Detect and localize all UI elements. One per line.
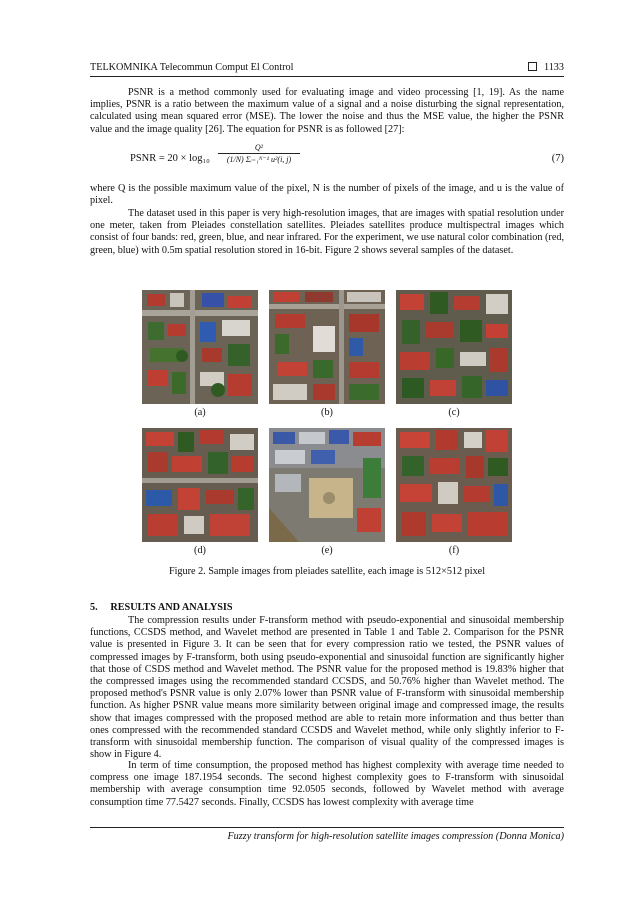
paragraph-dataset: The dataset used in this paper is very high-resolution images, that are images with spatial resolution under one meter, taken from Pleiades constellation satellites. Pleiades satellites produce multispectral images which consist of four bands: red, green, blue, and near infrared. For the experiment, we use natural color combination (red, green, blue) with 0.5m spatial resolution stored in 16-bit. Figure 2 shows several samples of the dataset. bbox=[90, 208, 564, 256]
caption-e: (e) bbox=[321, 545, 333, 556]
satellite-image-e bbox=[269, 428, 385, 542]
caption-f: (f) bbox=[448, 545, 460, 556]
page-number-block bbox=[528, 62, 564, 73]
equation-denominator: (1/N) Σᵢ₌₁ᴺ⁻¹ u²(i, j) bbox=[226, 155, 292, 164]
satellite-image-d bbox=[142, 428, 258, 542]
running-header bbox=[90, 60, 564, 77]
equation-fraction bbox=[218, 143, 300, 164]
figure-caption: Figure 2. Sample images from pleiades satellite, each image is 512×512 pixel bbox=[168, 566, 486, 577]
satellite-image-a bbox=[142, 290, 258, 404]
page-number: 1133 bbox=[544, 62, 564, 73]
paragraph-time: In term of time consumption, the proposed method has highest complexity with average time needed to compress one image 187.1954 seconds. The second highest complexity goes to F-transform with sinusoidal membership with average consumption time 92.0505 seconds, followed by Wavelet method with average consumption time 77.5427 seconds. Finally, CCSDS has lowest complexity with average time bbox=[90, 760, 564, 808]
section-heading: 5. RESULTS AND ANALYSIS bbox=[90, 602, 233, 613]
paragraph-variables: where Q is the possible maximum value of the pixel, N is the number of pixels of the image, and u is the value of pixel. bbox=[90, 183, 564, 207]
equation-lhs: PSNR = 20 × log₁₀ bbox=[130, 153, 210, 164]
fraction-bar bbox=[218, 153, 300, 154]
paragraph-results: The compression results under F-transform method with pseudo-exponential and sinusoidal membership functions, CCSDS method, and Wavelet method are presented in Table 1 and Table 2. Comparison for the PSNR value is presented in Figure 3. It can be seen that for every compression ratio we tested, the PSNR values of compressed images by F-transform, both using pseudo-exponential and sinusoidal function are significantly higher that those of CSDS method and Wavelet method. The PSNR value for the proposed method is 19.83% higher that the compressed images using the recommended standard CCSDS, and 50.76% higher than Wavelet method. The proposed method's PSNR value is only 2.07% lower than PSNR value of F-transform with sinusoidal membership function. As higher PSNR value means more similarity between original image and compressed image, the results show that images compressed with the proposed method are able to retain more information and thus better than ones compressed with the recommended standard CCSDS and Wavelet method, while only slightly inferior to F-transform with sinusoidal membership function. The comparison of visual quality of the compressed images is show in Figure 4. bbox=[90, 615, 564, 761]
caption-a: (a) bbox=[194, 407, 206, 418]
satellite-image-b bbox=[269, 290, 385, 404]
satellite-image-c bbox=[396, 290, 512, 404]
journal-name: TELKOMNIKA Telecommun Comput El Control bbox=[90, 62, 294, 73]
square-icon bbox=[528, 62, 537, 71]
running-footer: Fuzzy transform for high-resolution satellite images compression (Donna Monica) bbox=[90, 827, 564, 842]
equation-psnr bbox=[130, 143, 564, 173]
equation-number: (7) bbox=[551, 153, 564, 164]
equation-numerator: Q² bbox=[254, 143, 264, 152]
caption-b: (b) bbox=[321, 407, 333, 418]
paragraph-psnr-intro: PSNR is a method commonly used for evaluating image and video processing [1, 19]. As the name implies, PSNR is a ratio between the maximum value of a signal and a noise disturbing the signal representation, calculated using mean squared error (MSE). The lower the noise and thus the MSE value, the higher the PSNR value and the image quality [26]. The equation for PSNR is as followed [27]: bbox=[90, 87, 564, 135]
satellite-image-f bbox=[396, 428, 512, 542]
caption-d: (d) bbox=[194, 545, 206, 556]
caption-c: (c) bbox=[448, 407, 460, 418]
